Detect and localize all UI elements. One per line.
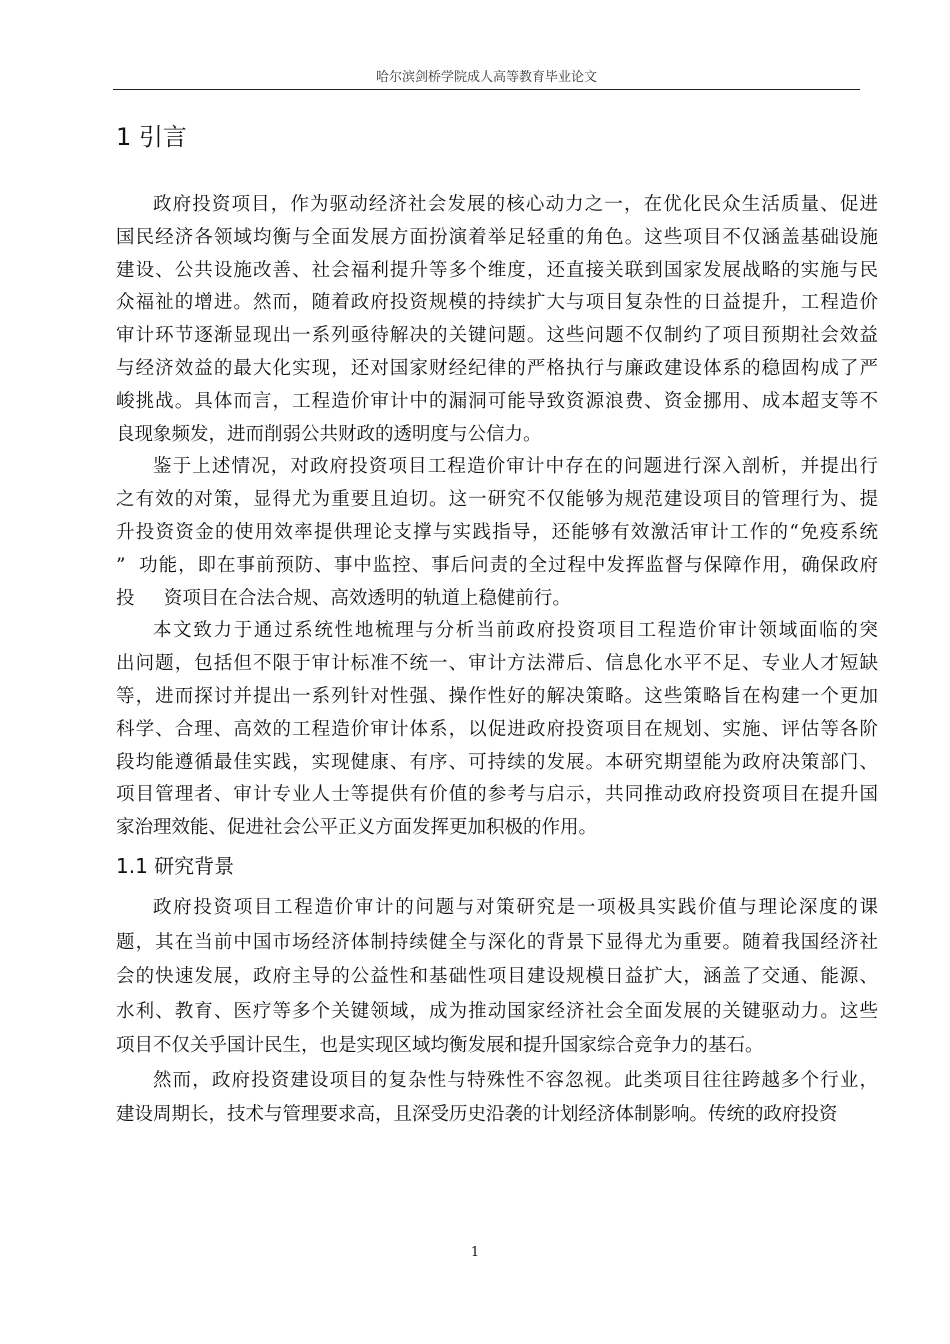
paragraph-line: 项目不仅关乎国计民生，也是实现区域均衡发展和提升国家综合竞争力的基石。 bbox=[116, 1035, 764, 1056]
paragraph-line: 建设周期长，技术与管理要求高，且深受历史沿袭的计划经济体制影响。传统的政府投资 bbox=[116, 1104, 838, 1125]
paragraph-line: 国民经济各领域均衡与全面发展方面扮演着举足轻重的角色。这些项目不仅涵盖基础设施 bbox=[116, 226, 878, 248]
paragraph-line: 峻挑战。具体而言，工程造价审计中的漏洞可能导致资源浪费、资金挪用、成本超支等不 bbox=[116, 390, 878, 412]
paragraph-line: 鉴于上述情况，对政府投资项目工程造价审计中存在的问题进行深入剖析，并提出行 bbox=[153, 456, 878, 478]
paragraph-line: 众福祉的增进。然而，随着政府投资规模的持续扩大与项目复杂性的日益提升，工程造价 bbox=[116, 292, 878, 314]
paragraph-line: 然而，政府投资建设项目的复杂性与特殊性不容忽视。此类项目往往跨越多个行业， bbox=[153, 1069, 878, 1091]
page-number: 1 bbox=[470, 1245, 480, 1260]
running-header: 哈尔滨剑桥学院成人高等教育毕业论文 bbox=[375, 70, 597, 85]
paragraph-line: 出问题，包括但不限于审计标准不统一、审计方法滞后、信息化水平不足、专业人才短缺 bbox=[116, 653, 878, 675]
paragraph-line: 建设、公共设施改善、社会福利提升等多个维度，还直接关联到国家发展战略的实施与民 bbox=[116, 259, 878, 281]
section1-body bbox=[116, 189, 878, 845]
paragraph-line: 良现象频发，进而削弱公共财政的透明度与公信力。 bbox=[116, 423, 542, 445]
paragraph-line: 项目管理者、审计专业人士等提供有价值的参考与启示，共同推动政府投资项目在提升国 bbox=[116, 784, 878, 806]
section2-body bbox=[116, 891, 878, 1133]
paragraph-line: 政府投资项目，作为驱动经济社会发展的核心动力之一，在优化民众生活质量、促进 bbox=[153, 194, 878, 215]
paragraph-line: 与经济效益的最大化实现，还对国家财经纪律的严格执行与廉政建设体系的稳固构成了严 bbox=[116, 357, 878, 379]
paragraph-line: 投 资项目在合法合规、高效透明的轨道上稳健前行。 bbox=[116, 587, 571, 609]
paragraph-line: 之有效的对策，显得尤为重要且迫切。这一研究不仅能够为规范建设项目的管理行为、提 bbox=[116, 489, 878, 511]
paragraph-line: 科学、合理、高效的工程造价审计体系，以促进政府投资项目在规划、实施、评估等各阶 bbox=[116, 718, 878, 740]
paragraph-line: 水利、教育、医疗等多个关键领域，成为推动国家经济社会全面发展的关键驱动力。这些 bbox=[116, 1000, 878, 1022]
header-rule bbox=[113, 89, 860, 90]
section-heading: 1.1 研究背景 bbox=[116, 854, 235, 878]
paragraph-line: 家治理效能、促进社会公平正义方面发挥更加积极的作用。 bbox=[116, 817, 598, 839]
paragraph-line: 本文致力于通过系统性地梳理与分析当前政府投资项目工程造价审计领域面临的突 bbox=[153, 620, 878, 642]
paragraph-line: 升投资资金的使用效率提供理论支撑与实践指导，还能够有效激活审计工作的“免疫系统 bbox=[116, 521, 878, 543]
paragraph-line: 段均能遵循最佳实践，实现健康、有序、可持续的发展。本研究期望能为政府决策部门、 bbox=[116, 751, 878, 773]
paragraph-line: 等，进而探讨并提出一系列针对性强、操作性好的解决策略。这些策略旨在构建一个更加 bbox=[116, 685, 878, 707]
paragraph-line: 会的快速发展，政府主导的公益性和基础性项目建设规模日益扩大，涵盖了交通、能源、 bbox=[116, 966, 878, 987]
paragraph-line: 审计环节逐渐显现出一系列亟待解决的关键问题。这些问题不仅制约了项目预期社会效益 bbox=[116, 325, 878, 347]
paragraph-line: 题，其在当前中国市场经济体制持续健全与深化的背景下显得尤为重要。随着我国经济社 bbox=[116, 931, 878, 953]
paragraph-line: 政府投资项目工程造价审计的问题与对策研究是一项极具实践价值与理论深度的课 bbox=[153, 897, 878, 918]
paragraph-line: ” 功能，即在事前预防、事中监控、事后问责的全过程中发挥监督与保障作用，确保政府 bbox=[116, 554, 878, 576]
chapter-heading: 1 引言 bbox=[116, 123, 187, 151]
